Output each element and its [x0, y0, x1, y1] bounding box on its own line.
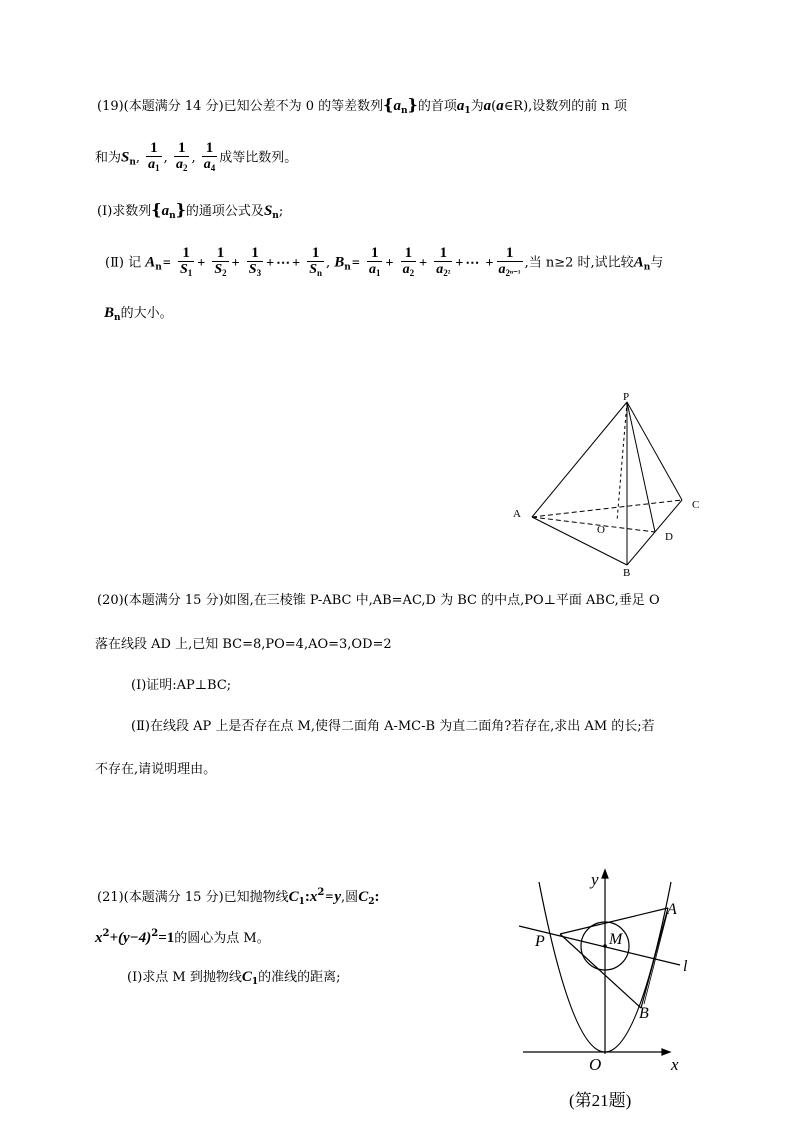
- edge-PA: [532, 402, 627, 517]
- chord-AB: [641, 908, 668, 1008]
- q20-line1: (20)(本题满分 15 分)如图,在三棱锥 P-ABC 中,AB=AC,D 为 BC 的中点,PO⊥平面 ABC,垂足 O: [97, 593, 660, 608]
- label-P: P: [535, 933, 545, 950]
- q20-part1: (Ⅰ)证明:AP⊥BC;: [131, 678, 232, 693]
- edge-AC: [532, 500, 682, 517]
- frac-1-a1: $\frac{1}{a_1}$: [148, 140, 160, 173]
- q19-part1: (Ⅰ)求数列$\{a_n\}$的通项公式及$S_n$;: [97, 200, 284, 221]
- q19-line1: (19)(本题满分 14 分)已知公差不为 0 的等差数列$\{a_n\}$的首项$a_1$为a(a∈R),设数列的前 n 项: [97, 95, 627, 116]
- label-M: M: [609, 931, 623, 948]
- q21-part1: (Ⅰ)求点 M 到抛物线$C_1$的准线的距离;: [127, 969, 341, 987]
- q20-part2a: (Ⅱ)在线段 AP 上是否存在点 M,使得二面角 A-MC-B 为直二面角?若存在,求出 AM 的长;若: [131, 719, 655, 734]
- edge-AD: [532, 517, 655, 532]
- q19-part2-cont: $B_n$的大小。: [104, 305, 173, 323]
- q20-part2b: 不存在,请说明理由。: [95, 762, 217, 777]
- edge-PC: [627, 402, 682, 500]
- label-B: B: [623, 567, 631, 579]
- edge-PD: [627, 402, 655, 532]
- q19-line2: 和为$S_n$, $\frac{1}{a_1}$ , $\frac{1}{a_2}$ , $\frac{1}{a_4}$ 成等比数列。: [95, 140, 297, 176]
- q21-line1: (21)(本题满分 15 分)已知抛物线$C_1:x^2=y$,圆$C_2$:: [97, 887, 380, 907]
- tetrahedron-figure: [505, 390, 720, 580]
- edge-AB: [532, 517, 627, 565]
- x-axis-arrow: [662, 1049, 670, 1055]
- q20-line2: 落在线段 AD 上,已知 BC=8,PO=4,AO=3,OD=2: [95, 637, 392, 652]
- label-O: O: [589, 1055, 602, 1074]
- edge-PO: [617, 402, 627, 521]
- label-O: O: [597, 524, 605, 536]
- label-A: A: [513, 508, 521, 520]
- label-l: l: [683, 958, 688, 975]
- frac-1-a4: $\frac{1}{a_4}$: [203, 140, 216, 173]
- label-D: D: [665, 531, 673, 543]
- label-x: x: [671, 1055, 679, 1074]
- q19-part2: (Ⅱ) 记 $A_n=$ $\frac{1}{S_1}$ + $\frac{1}{S_2}$ + $\frac{1}{S_3}$ + ⋯ + $\frac{1}{S_n}$ , $B_n=$ $\frac{1}{a_1}$ + $\frac{1}{a_2}$ + $\frac{1}{a_{2^2}}$ + ⋯ + $\frac{1}{a_{2^{n-1}}}$ ,当 n≥2 时,试比较$A_n$与: [105, 245, 664, 278]
- parabola-figure: [505, 862, 715, 1117]
- label-P: P: [623, 391, 630, 403]
- label-C: C: [692, 499, 700, 511]
- point-M: [603, 944, 607, 948]
- y-axis-arrow: [602, 870, 608, 878]
- label-B: B: [639, 1005, 649, 1022]
- figure-caption: (第21题): [569, 1091, 632, 1110]
- frac-1-a2: $\frac{1}{a_2}$: [175, 140, 188, 173]
- label-A: A: [667, 901, 677, 918]
- label-y: y: [591, 870, 599, 889]
- edge-BC: [627, 500, 682, 565]
- q21-line2: $x^2+(y-4)^2=1$的圆心为点 M。: [95, 928, 270, 946]
